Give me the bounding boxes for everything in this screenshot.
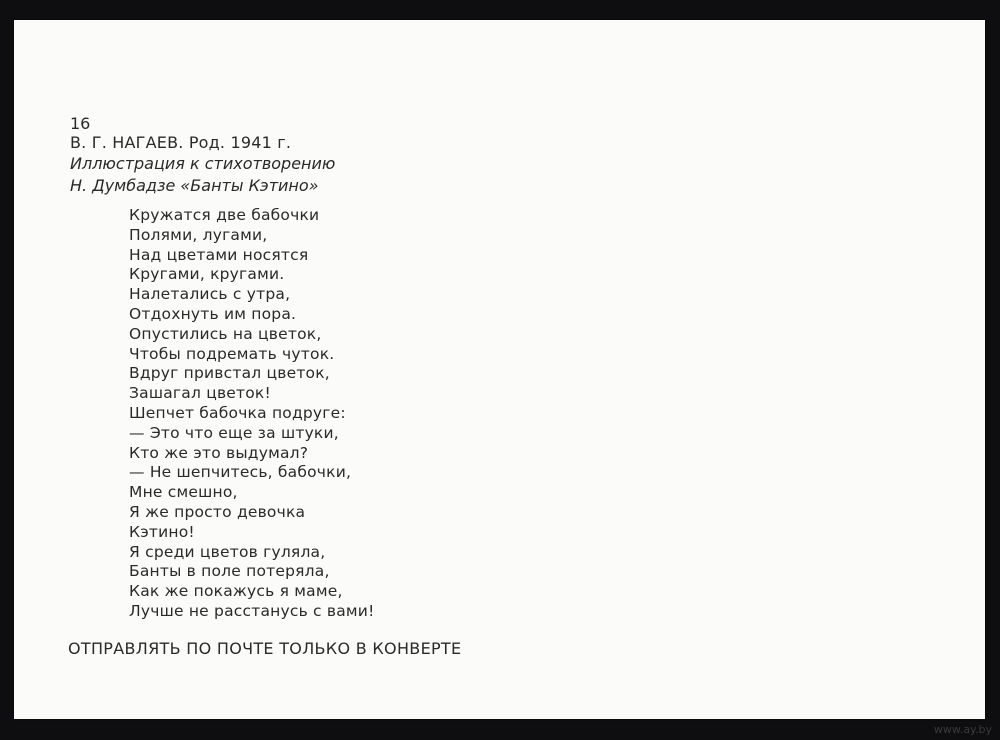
poem-line: Мне смешно, [129,483,238,502]
poem-line: Полями, лугами, [129,225,268,244]
poem-line: Отдохнуть им пора. [129,304,297,323]
poem-line: Банты в поле потеряла, [129,562,330,581]
poem-line: Кружатся две бабочки [129,206,320,224]
poem-line: Вдруг привстал цветок, [129,364,330,383]
subtitle-line: Иллюстрация к стихотворению [70,154,336,173]
poem-line: Как же покажусь я маме, [129,582,343,601]
subtitle-line: Н. Думбадзе «Банты Кэтино» [70,176,319,195]
poem-line: Зашагал цветок! [129,384,271,403]
watermark: www.ay.by [933,723,992,736]
poem-line: Чтобы подремать чуток. [129,344,335,363]
poem-line: Шепчет бабочка подруге: [129,403,346,422]
card-number: 16 [70,114,91,133]
poem-line: — Не шепчитесь, бабочки, [129,463,352,482]
postcard-back [14,20,985,719]
poem-line: — Это что еще за штуки, [129,423,339,442]
poem-line: Я же просто девочка [129,502,306,521]
author-line: В. Г. НАГАЕВ. Род. 1941 г. [70,133,292,152]
poem-line: Налетались с утра, [129,285,291,304]
poem-line: Над цветами носятся [129,245,309,264]
poem-line: Я среди цветов гуляла, [129,542,326,561]
poem-line: Кто же это выдумал? [129,443,309,462]
poem-line: Кругами, кругами. [129,265,285,284]
poem-line: Кэтино! [129,522,195,541]
poem [129,206,375,622]
postal-notice: ОТПРАВЛЯТЬ ПО ПОЧТЕ ТОЛЬКО В КОНВЕРТЕ [68,639,462,658]
poem-line: Лучше не расстанусь с вами! [129,601,375,620]
poem-line: Опустились на цветок, [129,324,322,343]
